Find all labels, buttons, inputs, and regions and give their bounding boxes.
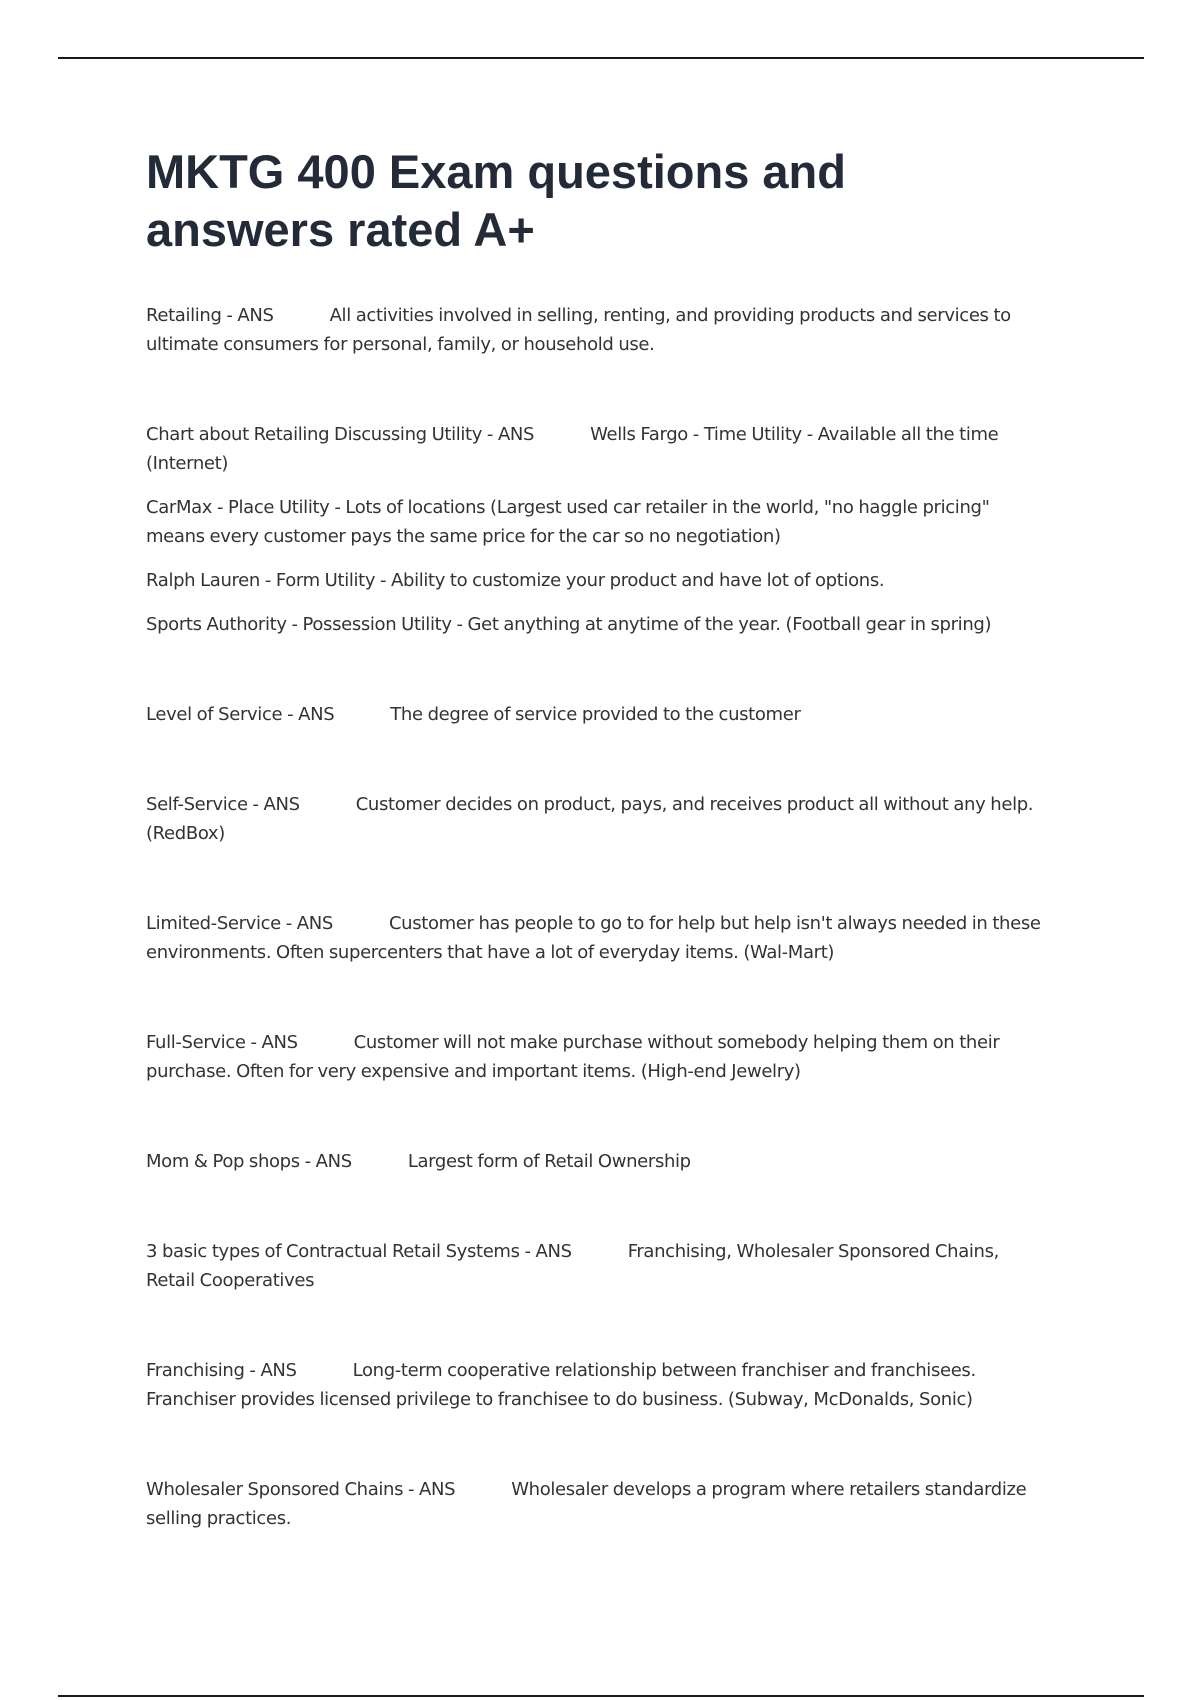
qa-answer: The degree of service provided to the customer	[390, 704, 801, 725]
qa-answer-line: CarMax - Place Utility - Lots of locations (Largest used car retailer in the world, "no haggle pricing" means every customer pays the same price for the car so no negotiation)	[146, 497, 990, 547]
qa-item	[146, 1028, 1046, 1086]
document-body	[146, 143, 1046, 1533]
qa-term: Full-Service - ANS	[146, 1032, 298, 1053]
qa-term: Mom & Pop shops - ANS	[146, 1151, 352, 1172]
qa-answer-line: Ralph Lauren - Form Utility - Ability to customize your product and have lot of options.	[146, 570, 885, 591]
qa-item	[146, 420, 1046, 639]
qa-term: Chart about Retailing Discussing Utility - ANS	[146, 424, 535, 445]
qa-answer: Customer has people to go to for help but help isn't always needed in these environments. Often supercenters that have a lot of everyday items. (Wal-Mart)	[146, 913, 1041, 963]
qa-answer: Customer decides on product, pays, and receives product all without any help. (RedBox)	[146, 794, 1034, 844]
qa-term: Self-Service - ANS	[146, 794, 300, 815]
qa-item	[146, 909, 1046, 967]
qa-answer: All activities involved in selling, renting, and providing products and services to ultimate consumers for personal, family, or household use.	[146, 305, 1011, 355]
qa-answer: Largest form of Retail Ownership	[407, 1151, 691, 1172]
qa-answer: Franchising, Wholesaler Sponsored Chains, Retail Cooperatives	[146, 1241, 999, 1291]
qa-term: Limited-Service - ANS	[146, 913, 333, 934]
qa-term: Wholesaler Sponsored Chains - ANS	[146, 1479, 456, 1500]
qa-term: Franchising - ANS	[146, 1360, 297, 1381]
qa-item	[146, 700, 1046, 729]
bottom-rule	[58, 1695, 1144, 1697]
qa-answer: Long-term cooperative relationship between franchiser and franchisees. Franchiser provides licensed privilege to franchisee to do business. (Subway, McDonalds, Sonic)	[146, 1360, 976, 1410]
qa-answer: Wells Fargo - Time Utility - Available all the time (Internet)	[146, 424, 999, 474]
qa-item	[146, 1475, 1046, 1533]
top-rule	[58, 57, 1144, 59]
qa-item	[146, 301, 1046, 359]
qa-item	[146, 1147, 1046, 1176]
qa-answer: Customer will not make purchase without somebody helping them on their purchase. Often for very expensive and important items. (High-end Jewelry)	[146, 1032, 1000, 1082]
qa-term: 3 basic types of Contractual Retail Systems - ANS	[146, 1241, 572, 1262]
document-title: MKTG 400 Exam questions and answers rated A+	[146, 145, 846, 256]
qa-answer-line: Sports Authority - Possession Utility - Get anything at anytime of the year. (Football gear in spring)	[146, 614, 992, 635]
qa-item	[146, 790, 1046, 848]
qa-term: Retailing - ANS	[146, 305, 274, 326]
qa-item	[146, 1356, 1046, 1414]
qa-term: Level of Service - ANS	[146, 704, 335, 725]
qa-answer: Wholesaler develops a program where retailers standardize selling practices.	[146, 1479, 1027, 1529]
qa-item	[146, 1237, 1046, 1295]
